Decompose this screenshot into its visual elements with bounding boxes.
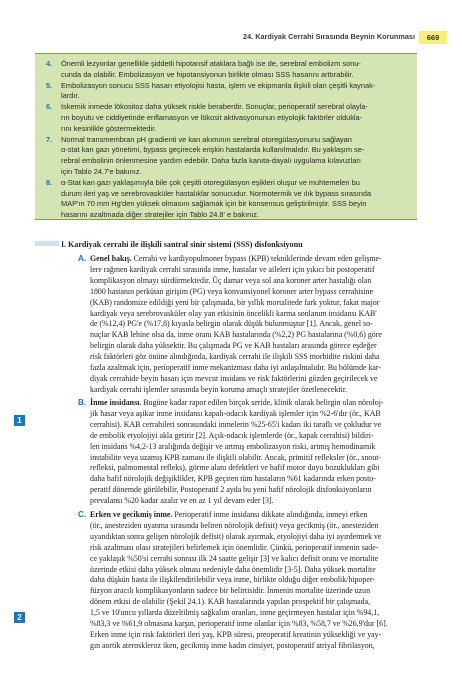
body-line (90, 586, 370, 597)
body-line-text: Erken inme için risk faktörleri ileri yaş, KPB süresi, preoperatif kreatinin yüksekliği ve yay- (90, 629, 382, 639)
body-line (90, 575, 375, 586)
body-line-text: daha düşkün hasta ile ilişkilendirilebilir veya inme, birlikte olduğu diğer embolik/hipoper- (90, 575, 375, 585)
body-line-text: kardiyak cerrahi işlemler sırasında beyin koruma amaçlı stratejiler özetlenecektir. (90, 384, 347, 394)
summary-item-line: Embolizasyon sonucu SSS hasarı etiyolojisi hasta, işlem ve ekipmanla ilişkili olan çeşitli kaynak- (61, 80, 376, 90)
body-line-text: prevalansı %20 kadar azalır ve en az 1 yıl devam eder [3]. (90, 496, 274, 506)
body-line-text: gın aortik ateroskleroz iken, gecikmiş inme kadın cinsiyet, postoperatif atriyal fibrilasyon, (90, 640, 375, 650)
body-line-text: instabilite veya uzamış KPB zamanı ile ilişkili olabilir. Ancak, primitif refleksler (ör., snout- (90, 452, 382, 462)
summary-item-line: hasarını azaltmada diğer stratejiler için Tablo 24.8' e bakınız. (61, 210, 260, 220)
summary-item-line: α-stat kan gazı yönetimi, bypass geçirecek erişkin hastalarda kullanılmalıdır. Bu yaklaşım se- (61, 145, 365, 155)
body-line (90, 630, 381, 641)
body-line (90, 374, 377, 385)
body-line (90, 608, 379, 619)
summary-item-line: rın boyutu ve ciddiyetinde enflamasyon ve lökosit aktivasyonunun etiyolojik faktörler oldukla- (61, 112, 363, 122)
summary-item-line: lardır. (61, 91, 80, 101)
body-line-text: ce yaklaşık %50'si cerrahi sonrası ilk 24 saatte gelişir [3] ve kalıcı defisit oranı ve mortalite (90, 553, 379, 563)
body-line-text: peratif dönemde görülebilir. Postoperatif 2 ayda bu yeni hafif nörolojik disfonksiyonların (90, 485, 372, 495)
summary-item-line: durum ileri yaş ve serebrovasküler hastalıklar sonucudur. Normotermik ve ılık bypass sırasında (61, 188, 372, 198)
body-line (90, 363, 381, 374)
body-line-text: 1800 hastanın perkütan girişim (PG) veya konvansiyonel koroner arter bypass cerrahisine (90, 286, 374, 296)
body-line (90, 463, 379, 474)
body-line-text: nuçlar KAB lehine olsa da, inme oranı KAB hastalarında (%2,2) PG hastalarına (%0,6) göre (90, 330, 382, 340)
body-line (90, 319, 373, 330)
summary-item-line: için Tablo 24.7'e bakınız. (61, 166, 142, 176)
body-line (90, 352, 379, 363)
paragraph-letter: B. (78, 398, 87, 407)
summary-item-line: rını kesinlikle göstermektedir. (61, 123, 157, 133)
body-line-text: füzyon aracılı komplikasyonların sadece bir belirtisidir. İnmenin mortalite üzerinde uzun (90, 586, 371, 596)
summary-item-number: 4. (46, 59, 53, 68)
body-line (90, 521, 378, 532)
body-line-text: de (%12,4) PG'e (%17,8) kıyasla belirgin olarak düşük bulunmuştur [1]. Ancak, genel so- (90, 319, 373, 329)
summary-item-number: 8. (46, 177, 53, 187)
body-line (90, 510, 367, 521)
body-line (90, 385, 347, 396)
body-line-text: dönem etkisi de olabilir (Şekil 24.1). KAB hastalarında yapılan prospektif bir çalışmada, (90, 597, 371, 607)
summary-item-number: 6. (46, 102, 53, 112)
body-line-text: kardiyak veya serebrovasküler olay yan etkisinin öncelikli karma sonlanım insidansı KAB' (90, 308, 377, 318)
body-line (90, 309, 377, 320)
summary-item-line: Önemli lezyonlar genellikle şiddetli hipotansif ataklara bağlı ise de, serebral embolizm sonu- (61, 59, 361, 68)
page-number: 669 (419, 31, 447, 44)
paragraph-lead: Erken ve gecikmiş inme. (90, 510, 173, 519)
section-marker (35, 241, 59, 246)
body-line-text: üzerinde etkisi daha yüksek olması nedeniyle daha önemlidir [3-5]. Daha yüksek mortalite (90, 564, 376, 574)
body-line-text: %83,3 ve %61,9 olmasına karşın, perioperatif inme olanlar için %83, %58,7 ve %26,9'dur [6]. (90, 619, 388, 628)
body-line (90, 442, 375, 453)
body-line-text: risk azaltması olası stratejileri belirlemek için önemlidir. Çünkü, perioperatif inmenin sade- (90, 542, 379, 552)
body-line (90, 554, 378, 565)
margin-marker-2: 2 (14, 612, 25, 623)
body-line (90, 597, 370, 608)
body-line-text: Bugüne kadar rapor edilen birçok seride, klinik olarak belirgin olan nöroloj- (141, 398, 384, 407)
body-line (90, 641, 375, 652)
body-line (90, 330, 382, 341)
body-line (90, 341, 377, 352)
body-line (90, 420, 381, 431)
body-line (90, 565, 376, 576)
body-line (90, 485, 372, 496)
body-line (90, 532, 381, 543)
body-line-text: lere rağmen kardiyak cerrahi sırasında inme, hastalar ve aileleri için yıkıcı bir postoperatif (90, 264, 375, 274)
section-number: I. (61, 240, 67, 249)
summary-item-line: α-Stat kan gazı yaklaşımıyla bile çok çeşitli otoregülasyon eşikleri oluşur ve muhtemelen bu (61, 177, 360, 187)
body-line (90, 265, 375, 276)
body-line-text: belirgin olarak daha yüksektir. Bu çalışmada PG ve KAB hastaları arasında görece eşdeğer (90, 341, 377, 351)
margin-marker-1: 1 (14, 415, 25, 426)
body-line (90, 254, 382, 265)
body-line-text: de embolik etyolojiyi akla getirir [2]. Açık-odacık işlemlerde (ör., kapak cerrahisi) bildiri- (90, 430, 374, 440)
body-line (90, 409, 381, 420)
body-line-text: (KAB) randomize edildiği yeni bir çalışmada, bir yıllık mortalitede fark yoktur, fakat major (90, 297, 380, 307)
running-header (0, 31, 453, 45)
summary-box (35, 53, 417, 220)
paragraph-letter: A. (78, 254, 87, 263)
summary-item-number: 7. (46, 134, 53, 144)
body-line (90, 298, 379, 309)
body-line-text: daha hafif nörolojik değişiklikler, KPB geçiren tüm hastaların %61 kadarında erken posto- (90, 474, 376, 484)
running-title: 24. Kardiyak Cerrahi Sırasında Beynin Korunması (243, 32, 415, 41)
body-line-text: fazla azaltmak için, perioperatif inme mekanizması daha iyi anlaşılmalıdır. Bu bölümde kar- (90, 363, 382, 372)
body-line (90, 431, 374, 442)
body-line-text: refleksi, palmomental refleks), görme alanı defektleri ve hafif motor duyu bozuklukları gibi (90, 463, 380, 473)
body-line-text: cerrahisi). KAB cerrahileri sonrasındaki inmelerin %25-65'i kadarı iki taraflı ve çokludur ve (90, 419, 382, 429)
body-line-text: diyak cerrahide beyin hasarı için mevcut insidans ve risk faktörlerini gözden geçirilecek ve (90, 373, 378, 383)
body-line-text: risk faktörleri göz önüne alındığında, kardiyak cerrahi ile ilişkili SSS morbidite riskini daha (90, 352, 380, 362)
body-line-text: 1,5 ve 10'uncu yıllarda düzeltilmiş sağkalım oranları, inme geçirmeyen hastalar için %94,1, (90, 608, 380, 618)
body-line (90, 453, 381, 464)
paragraph-lead: İnme insidansı. (90, 398, 142, 407)
summary-item-line: MAP'ın 70 mm Hg'den yüksek olmasını sağlamak için bir konsensus geliştirilmiştir. SSS beyin (61, 199, 367, 209)
body-line (90, 543, 378, 554)
body-line (90, 474, 376, 485)
body-line (90, 287, 373, 298)
paragraph-letter: C. (78, 510, 87, 519)
summary-item-line: İskemik inmede lökositoz daha yüksek riskle beraberdir. Sonuçlar, perioperatif serebral olayla- (61, 102, 368, 112)
body-line-text: Perioperatif inme insidansı dikkate alındığında, inmeyi erken (172, 510, 368, 519)
summary-item-line: rebral embolinin önlenmesine yardım edebilir. Daha fazla kanıta-dayalı uygulama kılavuzları (61, 156, 361, 166)
body-line-text: jik hasar veya aşikar inme insidansı kapalı-odacık kardiyak işlemler için %2-6'dır (ör., KAB (90, 408, 381, 418)
body-line-text: (ör., anesteziden uyanma sırasında beliren nörolojik defisit) veya gecikmiş (ör., anesteziden (90, 520, 379, 530)
paragraph-lead: Genel bakış. (90, 254, 132, 263)
section-heading: Kardiyak cerrahi ile ilişkili santral sinir sistemi (SSS) disfonksiyonu (68, 240, 303, 249)
body-line (90, 619, 388, 630)
summary-item-line: cunda da olabilir. Embolizasyon ve hipotansiyonun birlikte olması SSS hasarını arttırabilir. (61, 69, 354, 79)
body-line (90, 398, 384, 409)
body-line (90, 276, 371, 287)
body-line-text: uyandıktan sonra gelişen nörolojik defisit) olarak ayırmak, etyolojiyi daha iyi ayırdetmek ve (90, 531, 382, 541)
body-line-text: len insidans %4,2-13 aralığında değişir ve artmış embolizasyon riski, artmış hemodinamik (90, 441, 376, 451)
summary-item-number: 5. (46, 80, 53, 90)
summary-item-line: Normal transmembran pH gradienti ve kan akımının serebral otoregülasyonunu sağlayan (61, 134, 352, 144)
body-line-text: komplikasyon olmayı sürdürmektedir. Üç damar veya sol ana koroner arter hastalığı olan (90, 275, 372, 285)
body-line-text: Cerrahi ve kardiyopulmoner bypass (KPB) tekniklerinde devam eden gelişme- (131, 254, 382, 263)
body-line (90, 496, 274, 507)
